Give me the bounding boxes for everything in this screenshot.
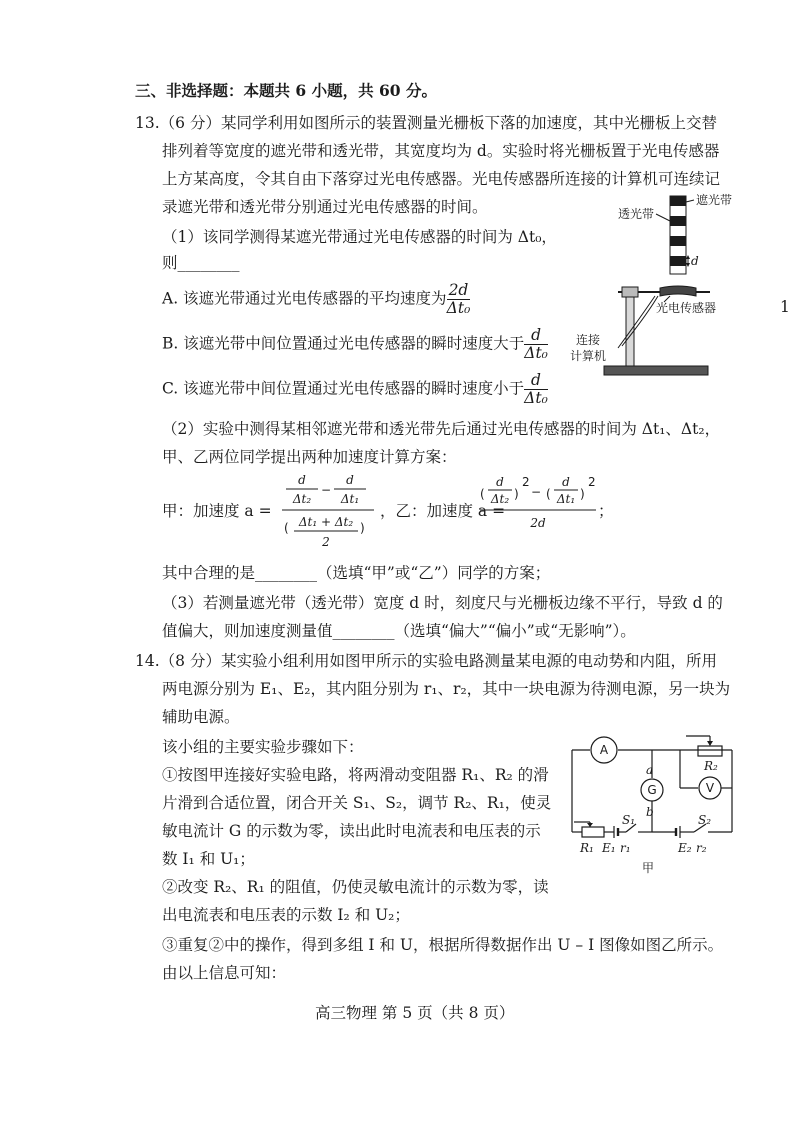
q13-option-c: [162, 372, 548, 407]
yi-sq1: 2: [522, 475, 530, 489]
option-a-numerator: 2d: [448, 281, 469, 299]
formula-semicolon: ；: [598, 502, 614, 520]
svg-text:): ): [360, 521, 365, 535]
r1-internal-label: r₁: [620, 841, 631, 855]
q14-lead-line-1: 14.（8 分）某实验小组利用如图甲所示的实验电路测量某电源的电动势和内阻，所用: [135, 652, 717, 670]
q14-step3: ③重复②中的操作，得到多组 I 和 U，根据所得数据作出 U – I 图像如图乙所示。: [162, 936, 724, 954]
svg-text:): ): [580, 487, 585, 501]
q14-step1-line-3: 敏电流计 G 的示数为零，读出此时电流表和电压表的示: [162, 822, 541, 840]
option-a-fraction: [447, 282, 471, 317]
ammeter-label: A: [599, 743, 609, 757]
formula-yi-label: ，乙：加速度 a =: [380, 502, 506, 520]
yi-d1: Δt₂: [490, 492, 510, 506]
q14-step1-line-4: 数 I₁ 和 U₁；: [162, 850, 255, 868]
q14-lead-line-2: 两电源分别为 E₁、E₂，其内阻分别为 r₁、r₂，其中一块电源为待测电源，另一块为: [162, 680, 731, 698]
formula-jia: [278, 470, 388, 560]
q13-option-a: [162, 282, 470, 317]
q14-step2-line-2: 出电流表和电压表的示数 I₂ 和 U₂；: [162, 906, 410, 924]
s1-label: S₁: [622, 813, 636, 827]
q13-lead-line-4: 录遮光带和透光带分别通过光电传感器的时间。: [162, 198, 488, 216]
jia-d1: Δt₂: [292, 492, 312, 506]
option-c-text: C. 该遮光带中间位置通过光电传感器的瞬时速度小于: [162, 379, 525, 398]
q13-part2-line-1: （2）实验中测得某相邻遮光带和透光带先后通过光电传感器的时间为 Δt₁、Δt₂，: [162, 420, 721, 438]
r1-label: R₁: [580, 841, 594, 855]
label-connect-1: 连接: [576, 333, 601, 347]
yi-minus: −: [530, 485, 542, 499]
circuit-diagram-jia: [560, 728, 750, 878]
svg-text:): ): [514, 487, 519, 501]
node-a-label: a: [646, 763, 654, 777]
q13-part3-line-2: 值偏大，则加速度测量值________（选填“偏大”“偏小”或“无影响”）。: [162, 622, 636, 640]
q14-conclusion: 由以上信息可知：: [162, 964, 287, 982]
option-b-numerator: d: [524, 327, 548, 345]
label-transparent: 透光带: [618, 207, 655, 221]
jia-den-d: 2: [322, 535, 330, 549]
e1-label: E₁: [602, 841, 616, 855]
s2-label: S₂: [698, 813, 712, 827]
e2-label: E₂: [678, 841, 692, 855]
q14-step1-line-2: 片滑到合适位置，闭合开关 S₁、S₂，调节 R₂、R₁，使灵: [162, 794, 552, 812]
grating-plate: [670, 196, 686, 274]
q13-part1-stem: （1）该同学测得某遮光带通过光电传感器的时间为 Δt₀，: [162, 228, 557, 246]
q13-lead-line-1: 13.（6 分）某同学利用如图所示的装置测量光栅板下落的加速度，其中光栅板上交替: [135, 114, 717, 132]
option-a-text: A. 该遮光带通过光电传感器的平均速度为: [162, 289, 447, 308]
r2-label: R₂: [704, 759, 718, 773]
option-b-denominator: Δt₀: [524, 344, 548, 362]
svg-text:(: (: [284, 521, 289, 535]
section-header: 三、非选择题：本题共 6 小题，共 60 分。: [135, 81, 437, 100]
yi-sq2: 2: [588, 475, 596, 489]
q13-option-b: [162, 327, 548, 362]
q13-part2-line-2: 甲、乙两位同学提出两种加速度计算方案：: [162, 448, 457, 466]
voltmeter-label: V: [705, 781, 715, 795]
yi-n2: d: [562, 475, 570, 489]
option-c-fraction: [524, 372, 548, 407]
formula-jia-label: 甲：加速度 a =: [162, 502, 272, 520]
node-b-label: b: [646, 805, 654, 819]
jia-den-n: Δt₁ + Δt₂: [298, 515, 354, 529]
svg-text:(: (: [546, 487, 551, 501]
formula-yi: [478, 474, 608, 534]
galvanometer-label: G: [647, 783, 657, 797]
q13-lead-line-3: 上方某高度，令其自由下落穿过光电传感器。光电传感器所连接的计算机可连续记: [162, 170, 721, 188]
jia-d2: Δt₁: [340, 492, 360, 506]
grating-apparatus-figure: [560, 188, 750, 383]
q13-part1-then: 则________: [162, 254, 240, 272]
q14-lead-line-3: 辅助电源。: [162, 708, 240, 726]
yi-n1: d: [496, 475, 504, 489]
r2-internal-label: r₂: [696, 841, 707, 855]
circuit-caption: 甲: [642, 861, 655, 875]
option-a-denominator: Δt₀: [446, 299, 471, 317]
option-c-numerator: d: [524, 372, 548, 390]
q14-step1-line-1: ①按图甲连接好实验电路，将两滑动变阻器 R₁、R₂ 的滑: [162, 766, 549, 784]
yi-d2: Δt₁: [556, 492, 576, 506]
page-footer: 高三物理 第 5 页（共 8 页）: [315, 1004, 515, 1022]
jia-minus: −: [320, 483, 332, 497]
label-sensor: 光电传感器: [656, 301, 717, 315]
q13-part3-line-1: （3）若测量遮光带（透光带）宽度 d 时，刻度尺与光栅板边缘不平行，导致 d 的: [162, 594, 723, 612]
q14-steps-intro: 该小组的主要实验步骤如下：: [162, 738, 364, 756]
label-d: d: [691, 254, 699, 268]
q14-step2-line-1: ②改变 R₂、R₁ 的阻值，仍使灵敏电流计的示数为零，读: [162, 878, 549, 896]
jia-n1: d: [298, 473, 306, 487]
option-b-fraction: [524, 327, 548, 362]
label-connect-2: 计算机: [570, 349, 607, 363]
q13-part2-answer: 其中合理的是________（选填“甲”或“乙”）同学的方案；: [162, 564, 551, 582]
label-opaque: 遮光带: [696, 193, 733, 207]
yi-den: 2d: [530, 516, 546, 530]
svg-text:(: (: [480, 487, 485, 501]
margin-mark: 1: [780, 298, 790, 316]
option-c-denominator: Δt₀: [524, 389, 548, 407]
q13-lead-line-2: 排列着等宽度的遮光带和透光带，其宽度均为 d。实验时将光栅板置于光电传感器: [162, 142, 720, 160]
jia-n2: d: [346, 473, 354, 487]
option-b-text: B. 该遮光带中间位置通过光电传感器的瞬时速度大于: [162, 334, 525, 353]
